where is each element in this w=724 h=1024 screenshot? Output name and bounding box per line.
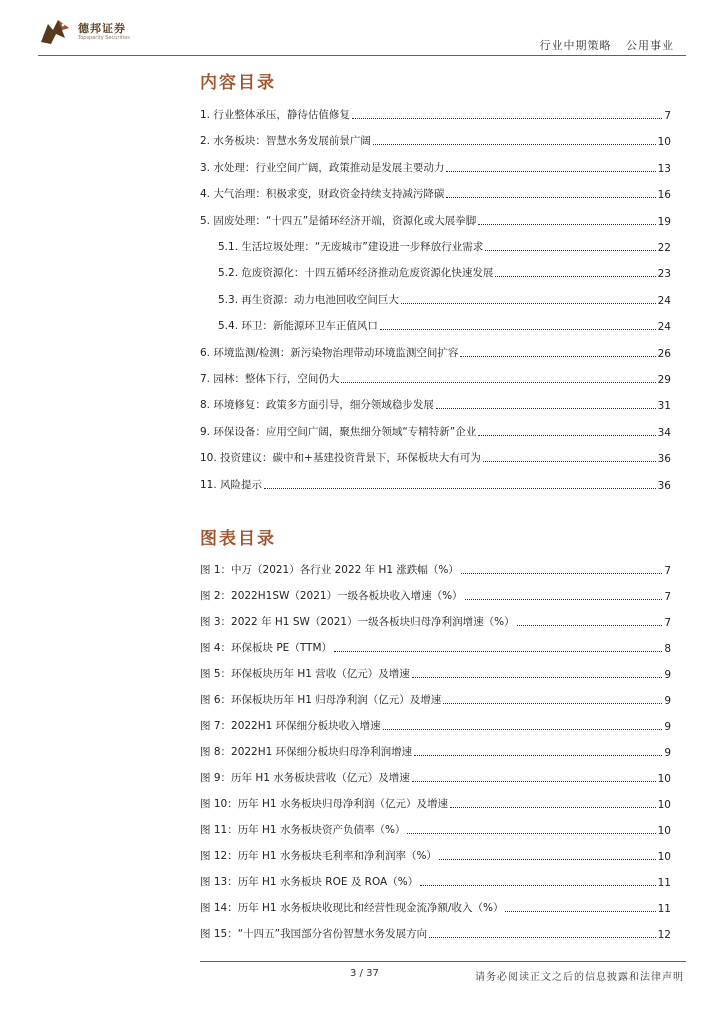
toc-entry-page-number: 13 — [657, 162, 671, 175]
figure-entry[interactable] — [200, 925, 671, 941]
dot-leader — [485, 250, 655, 251]
toc-entry-text: 5. 固废处理：“十四五”是循环经济开端，资源化或大展拳脚 — [200, 214, 477, 227]
figure-entry[interactable] — [200, 873, 671, 889]
toc-entry[interactable] — [200, 132, 671, 148]
logo-english-name: Topsperity Securities — [78, 35, 130, 41]
figure-entry-page-number: 10 — [657, 825, 671, 837]
toc-entry-page-number: 26 — [657, 347, 671, 360]
figure-entry[interactable] — [200, 847, 671, 863]
header-report-info — [540, 37, 675, 53]
dot-leader — [505, 911, 655, 912]
toc-entry[interactable] — [200, 449, 671, 465]
figure-entry-text: 图 7：2022H1 环保细分板块收入增速 — [200, 720, 381, 732]
toc-entry[interactable] — [200, 159, 671, 175]
dot-leader — [465, 599, 663, 600]
toc-entry-text: 8. 环境修复：政策多方面引导，细分领域稳步发展 — [200, 399, 434, 412]
toc-entry-page-number: 34 — [657, 426, 671, 439]
figure-entry-page-number: 9 — [664, 747, 671, 759]
dot-leader — [412, 781, 656, 782]
toc-entry[interactable] — [200, 396, 671, 412]
toc-entry-page-number: 7 — [664, 110, 671, 122]
figure-entry-text: 图 11：历年 H1 水务板块资产负债率（%） — [200, 824, 406, 836]
toc-entry[interactable] — [200, 344, 671, 360]
toc-entry-page-number: 22 — [657, 242, 671, 254]
dot-leader — [446, 171, 655, 172]
figure-entry[interactable] — [200, 821, 671, 837]
toc-entry-page-number: 36 — [657, 453, 671, 466]
figure-entry[interactable] — [200, 639, 671, 655]
figure-entry-text: 图 3：2022 年 H1 SW（2021）一级各板块归母净利润增速（%） — [200, 616, 515, 628]
dot-leader — [380, 329, 656, 330]
figure-entry-text: 图 2：2022H1SW（2021）一级各板块收入增速（%） — [200, 590, 463, 602]
figure-entry-page-number: 9 — [664, 721, 671, 733]
figure-entry[interactable] — [200, 587, 671, 603]
figure-entry-text: 图 13：历年 H1 水务板块 ROE 及 ROA（%） — [200, 876, 419, 888]
toc-entry[interactable] — [200, 106, 671, 122]
figure-entry[interactable] — [200, 561, 671, 577]
toc-entry-page-number: 29 — [657, 374, 671, 386]
toc-entry-text: 11. 风险提示 — [200, 478, 263, 491]
toc-entry-page-number: 19 — [657, 215, 671, 228]
dot-leader — [352, 118, 662, 119]
dot-leader — [412, 677, 663, 678]
toc-entry-text: 10. 投资建议：碳中和+基建投资背景下，环保板块大有可为 — [200, 452, 481, 465]
dot-leader — [436, 408, 656, 409]
toc-entry-page-number: 23 — [657, 268, 671, 281]
dot-leader — [461, 573, 662, 574]
dot-leader — [407, 833, 655, 834]
figure-entry[interactable] — [200, 899, 671, 915]
toc-entry-text: 4. 大气治理：积极求变，财政资金持续支持减污降碳 — [200, 188, 445, 201]
toc-entry-text: 7. 园林：整体下行，空间仍大 — [200, 373, 340, 385]
toc-entry-page-number: 24 — [657, 321, 671, 334]
page-indicator: 3 / 37 — [350, 968, 379, 979]
dot-leader — [341, 382, 655, 383]
toc-entry[interactable] — [218, 317, 671, 333]
dot-leader — [439, 859, 656, 860]
figure-entry-page-number: 7 — [664, 565, 671, 577]
toc-entry-text: 5.2. 危废资源化：十四五循环经济推动危废资源化快速发展 — [218, 267, 494, 280]
toc-entry-text: 9. 环保设备：应用空间广阔，聚焦细分领域“专精特新”企业 — [200, 425, 477, 438]
figure-entry[interactable] — [200, 795, 671, 811]
figure-entry[interactable] — [200, 717, 671, 733]
toc-entry[interactable] — [200, 476, 671, 492]
figure-entry-page-number: 7 — [664, 617, 671, 629]
dot-leader — [478, 224, 655, 225]
dot-leader — [450, 807, 656, 808]
toc-entry-text: 1. 行业整体承压，静待估值修复 — [200, 109, 350, 121]
dot-leader — [483, 461, 656, 462]
figure-entry-text: 图 1：中万（2021）各行业 2022 年 H1 涨跌幅（%） — [200, 564, 459, 576]
toc-entry-text: 2. 水务板块：智慧水务发展前景广阔 — [200, 135, 371, 148]
toc-entry[interactable] — [218, 264, 671, 280]
figures-title: 图表目录 — [200, 529, 276, 549]
figure-entry[interactable] — [200, 691, 671, 707]
industry-name: 公用事业 — [626, 39, 674, 52]
toc-entry-text: 5.1. 生活垃圾处理：“无废城市”建设进一步释放行业需求 — [218, 241, 484, 253]
figure-entry-page-number: 10 — [657, 799, 671, 811]
toc-entry-page-number: 10 — [657, 136, 671, 149]
toc-entry-page-number: 24 — [657, 294, 671, 307]
figure-entry-text: 图 10：历年 H1 水务板块归母净利润（亿元）及增速 — [200, 798, 448, 810]
figure-entry-text: 图 9：历年 H1 水务板块营收（亿元）及增速 — [200, 772, 410, 784]
company-logo — [38, 16, 130, 48]
toc-entry-page-number: 16 — [657, 189, 671, 202]
figure-entry-text: 图 5：环保板块历年 H1 营收（亿元）及增速 — [200, 668, 410, 680]
toc-entry[interactable] — [200, 370, 671, 386]
toc-entry-text: 3. 水处理：行业空间广阔，政策推动是发展主要动力 — [200, 161, 445, 174]
figure-entry-text: 图 14：历年 H1 水务板块收现比和经营性现金流净额/收入（%） — [200, 902, 504, 914]
dot-leader — [334, 651, 662, 652]
logo-chinese-name: 德邦证券 — [78, 22, 126, 35]
dot-leader — [420, 885, 655, 886]
dot-leader — [460, 356, 655, 357]
dot-leader — [443, 703, 662, 704]
figure-entry[interactable] — [200, 769, 671, 785]
report-type: 行业中期策略 — [539, 39, 612, 52]
figure-entry-page-number: 10 — [657, 773, 671, 785]
dot-leader — [446, 197, 655, 198]
figure-entry-text: 图 12：历年 H1 水务板块毛利率和净利润率（%） — [200, 850, 437, 862]
figure-entry-page-number: 11 — [657, 903, 671, 915]
figure-entry[interactable] — [200, 743, 671, 759]
figure-entry-page-number: 9 — [664, 669, 671, 681]
toc-entry-text: 5.4. 环卫：新能源环卫车正值风口 — [218, 320, 378, 333]
toc-entry-page-number: 31 — [657, 400, 671, 413]
toc-entry[interactable] — [218, 238, 671, 254]
dot-leader — [401, 303, 656, 304]
figure-entry[interactable] — [200, 665, 671, 681]
figure-entry-text: 图 6：环保板块历年 H1 归母净利润（亿元）及增速 — [200, 694, 442, 706]
figure-entry-text: 图 4：环保板块 PE（TTM） — [200, 642, 333, 654]
dot-leader — [517, 625, 663, 626]
toc-entry[interactable] — [200, 185, 671, 201]
figure-entry-page-number: 10 — [657, 851, 671, 863]
toc-entry[interactable] — [200, 212, 671, 228]
dot-leader — [373, 144, 656, 145]
toc-entry[interactable] — [200, 423, 671, 439]
dot-leader — [264, 488, 656, 489]
dot-leader — [495, 276, 655, 277]
dot-leader — [383, 729, 663, 730]
figure-entry-page-number: 7 — [664, 591, 671, 603]
toc-entry-text: 5.3. 再生资源：动力电池回收空间巨大 — [218, 293, 399, 306]
toc-entry[interactable] — [218, 291, 671, 307]
contents-title: 内容目录 — [200, 73, 276, 93]
eagle-logo-icon — [38, 16, 72, 48]
figure-entry-page-number: 9 — [664, 695, 671, 707]
dot-leader — [478, 435, 655, 436]
legal-disclaimer: 请务必阅读正文之后的信息披露和法律声明 — [475, 972, 684, 983]
figure-entry-text: 图 15：“十四五”我国部分省份智慧水务发展方向 — [200, 928, 428, 940]
figure-entry-text: 图 8：2022H1 环保细分板块归母净利润增速 — [200, 746, 413, 758]
footer-divider — [200, 961, 686, 962]
figure-entry-page-number: 12 — [657, 929, 671, 941]
header-divider — [38, 55, 686, 56]
figure-entry-page-number: 8 — [664, 643, 671, 655]
toc-entry-page-number: 36 — [657, 479, 671, 492]
toc-entry-text: 6. 环境监测/检测：新污染物治理带动环境监测空间扩容 — [200, 346, 459, 359]
dot-leader — [429, 937, 656, 938]
dot-leader — [414, 755, 662, 756]
figure-entry[interactable] — [200, 613, 671, 629]
figure-entry-page-number: 11 — [657, 877, 671, 889]
